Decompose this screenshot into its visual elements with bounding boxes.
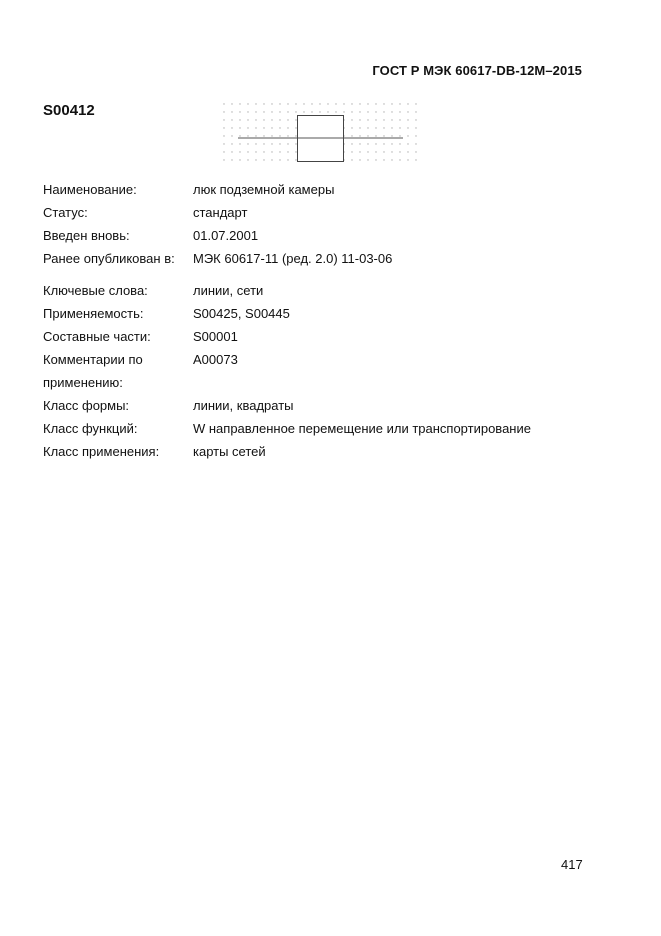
field-shape-class (43, 394, 531, 417)
field-label: применению: (43, 375, 123, 390)
field-value: стандарт (193, 205, 248, 220)
field-label: Комментарии по (43, 352, 143, 367)
field-value: S00425, S00445 (193, 306, 290, 321)
field-value: 01.07.2001 (193, 228, 259, 243)
manhole-symbol-icon (220, 100, 420, 168)
field-application-class (43, 440, 531, 463)
field-components (43, 325, 531, 348)
symbol-attributes (43, 178, 531, 463)
field-name (43, 178, 531, 201)
field-label: Класс применения: (43, 444, 160, 459)
group-spacer (43, 270, 531, 279)
field-application-notes (43, 348, 531, 371)
field-value: люк подземной камеры (193, 182, 335, 197)
field-application-notes-cont (43, 371, 531, 394)
field-status (43, 201, 531, 224)
field-label: Класс формы: (43, 398, 130, 413)
field-value: W направленное перемещение или транспортирование (193, 421, 531, 436)
field-label: Составные части: (43, 329, 151, 344)
field-label: Статус: (43, 205, 88, 220)
page-number: 417 (561, 857, 583, 872)
field-label: Ключевые слова: (43, 283, 148, 298)
field-label: Введен вновь: (43, 228, 130, 243)
field-label: Применяемость: (43, 306, 144, 321)
field-value: МЭК 60617-11 (ред. 2.0) 11-03-06 (193, 251, 393, 266)
field-label: Ранее опубликован в: (43, 251, 175, 266)
field-value: A00073 (193, 352, 238, 367)
field-label: Наименование: (43, 182, 137, 197)
symbol-figure (220, 100, 420, 168)
field-value: линии, сети (193, 283, 264, 298)
field-keywords (43, 279, 531, 302)
field-value: линии, квадраты (193, 398, 294, 413)
symbol-code: S00412 (43, 102, 95, 119)
field-label: Класс функций: (43, 421, 138, 436)
field-value: карты сетей (193, 444, 266, 459)
field-applicability (43, 302, 531, 325)
field-previously-published (43, 247, 531, 270)
field-introduced (43, 224, 531, 247)
standard-header: ГОСТ Р МЭК 60617-DB-12M–2015 (372, 63, 582, 78)
field-value: S00001 (193, 329, 238, 344)
field-function-class (43, 417, 531, 440)
